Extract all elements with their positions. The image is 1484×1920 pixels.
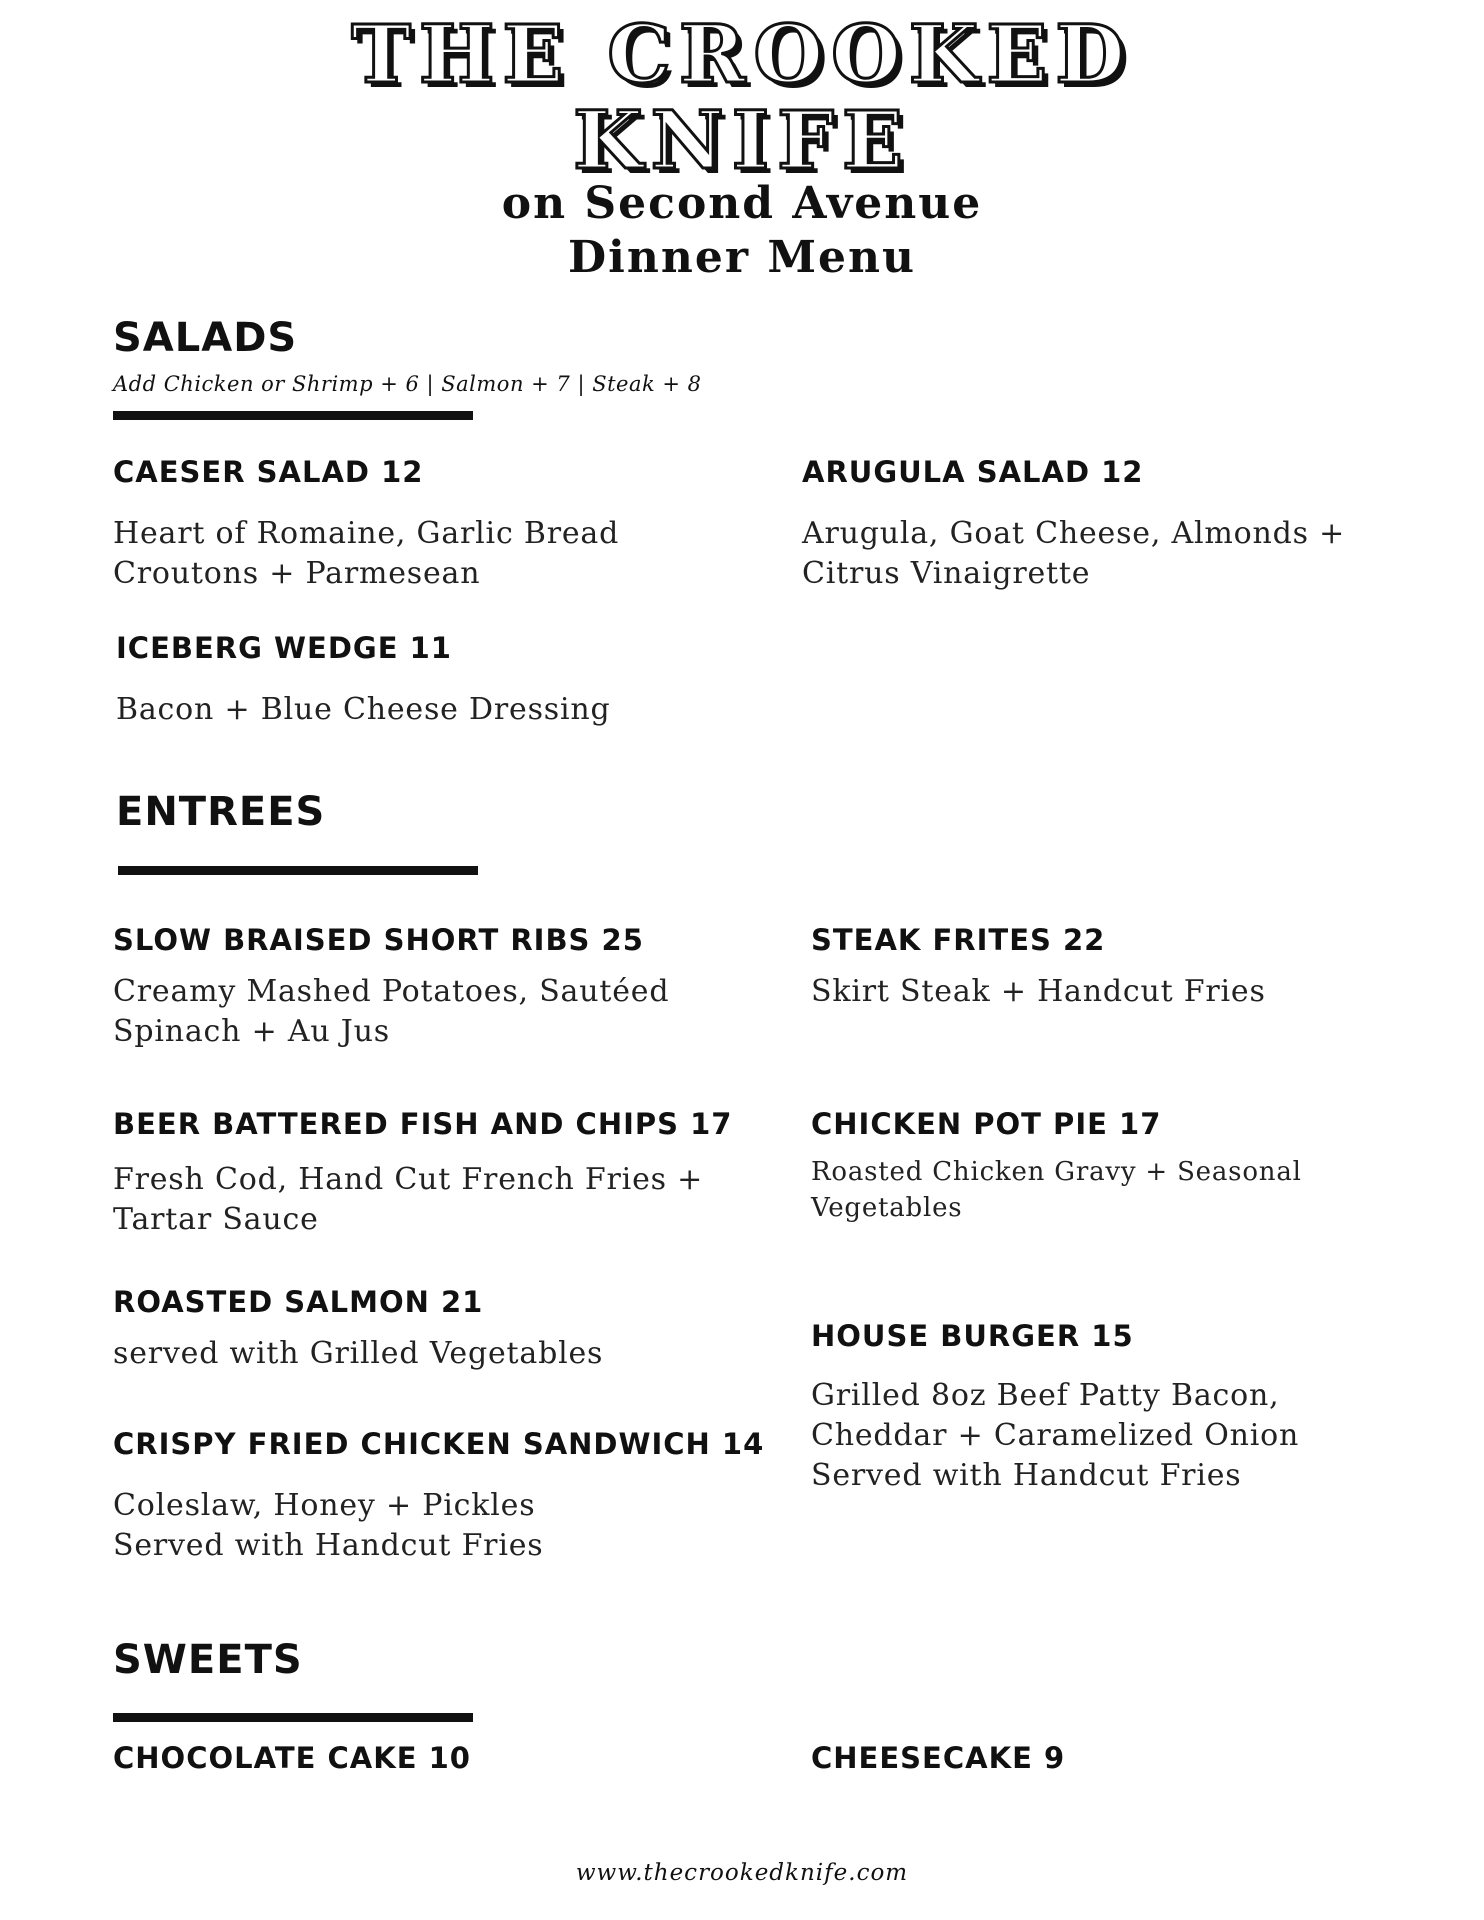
item-description: Skirt Steak + Handcut Fries: [811, 974, 1266, 1009]
location-subtitle: on Second Avenue: [501, 178, 983, 229]
item-description: Coleslaw, Honey + Pickles Served with Handcut Fries: [113, 1488, 544, 1563]
restaurant-name-line2: KNIFE: [573, 93, 911, 187]
item-name: CRISPY FRIED CHICKEN SANDWICH 14: [113, 1427, 765, 1461]
item-description: Roasted Chicken Gravy + Seasonal Vegetables: [811, 1157, 1302, 1223]
menu-item-caeser-salad: [113, 455, 424, 489]
item-name: CAESER SALAD 12: [113, 455, 424, 489]
menu-item-iceberg-wedge: [116, 631, 452, 665]
item-description: Fresh Cod, Hand Cut French Fries + Tartar Sauce: [113, 1162, 704, 1237]
menu-item-fish-and-chips: [113, 1107, 733, 1141]
sweets-heading: SWEETS: [113, 1637, 303, 1683]
menu-item-chocolate-cake: [113, 1741, 471, 1775]
item-name: SLOW BRAISED SHORT RIBS 25: [113, 923, 644, 957]
menu-item-roasted-salmon: [113, 1285, 484, 1319]
item-name: STEAK FRITES 22: [811, 923, 1106, 957]
salads-divider: [113, 411, 473, 420]
item-name: CHEESECAKE 9: [811, 1741, 1066, 1775]
website-link[interactable]: www.thecrookedknife.com: [575, 1860, 909, 1886]
item-description: Creamy Mashed Potatoes, Sautéed Spinach + Au Jus: [113, 974, 670, 1049]
restaurant-name-line1: THE CROOKED: [351, 7, 1133, 101]
item-description: Bacon + Blue Cheese Dressing: [116, 692, 611, 727]
item-name: HOUSE BURGER 15: [811, 1319, 1134, 1353]
menu-item-house-burger: [811, 1319, 1134, 1353]
menu-item-fried-chicken-sandwich: [113, 1427, 765, 1461]
item-description: Arugula, Goat Cheese, Almonds + Citrus Vinaigrette: [802, 516, 1346, 591]
item-name: ARUGULA SALAD 12: [802, 455, 1144, 489]
item-description: Grilled 8oz Beef Patty Bacon, Cheddar + Caramelized Onion Served with Handcut Fries: [811, 1378, 1300, 1493]
entrees-heading: ENTREES: [116, 789, 326, 835]
item-name: ROASTED SALMON 21: [113, 1285, 484, 1319]
sweets-divider: [113, 1713, 473, 1722]
menu-item-short-ribs: [113, 923, 644, 957]
salads-addons: Add Chicken or Shrimp + 6 | Salmon + 7 | Steak + 8: [113, 372, 702, 396]
menu-item-cheesecake: [811, 1741, 1066, 1775]
menu-item-chicken-pot-pie: [811, 1107, 1162, 1141]
item-name: CHICKEN POT PIE 17: [811, 1107, 1162, 1141]
menu-item-arugula-salad: [802, 455, 1144, 489]
salads-heading: SALADS: [113, 315, 298, 361]
menu-item-steak-frites: [811, 923, 1106, 957]
item-name: CHOCOLATE CAKE 10: [113, 1741, 471, 1775]
menu-type-subtitle: Dinner Menu: [567, 232, 917, 283]
item-description: served with Grilled Vegetables: [113, 1336, 604, 1371]
item-description: Heart of Romaine, Garlic Bread Croutons + Parmesean: [113, 516, 620, 591]
item-name: BEER BATTERED FISH AND CHIPS 17: [113, 1107, 733, 1141]
entrees-divider: [118, 866, 478, 875]
item-name: ICEBERG WEDGE 11: [116, 631, 452, 665]
